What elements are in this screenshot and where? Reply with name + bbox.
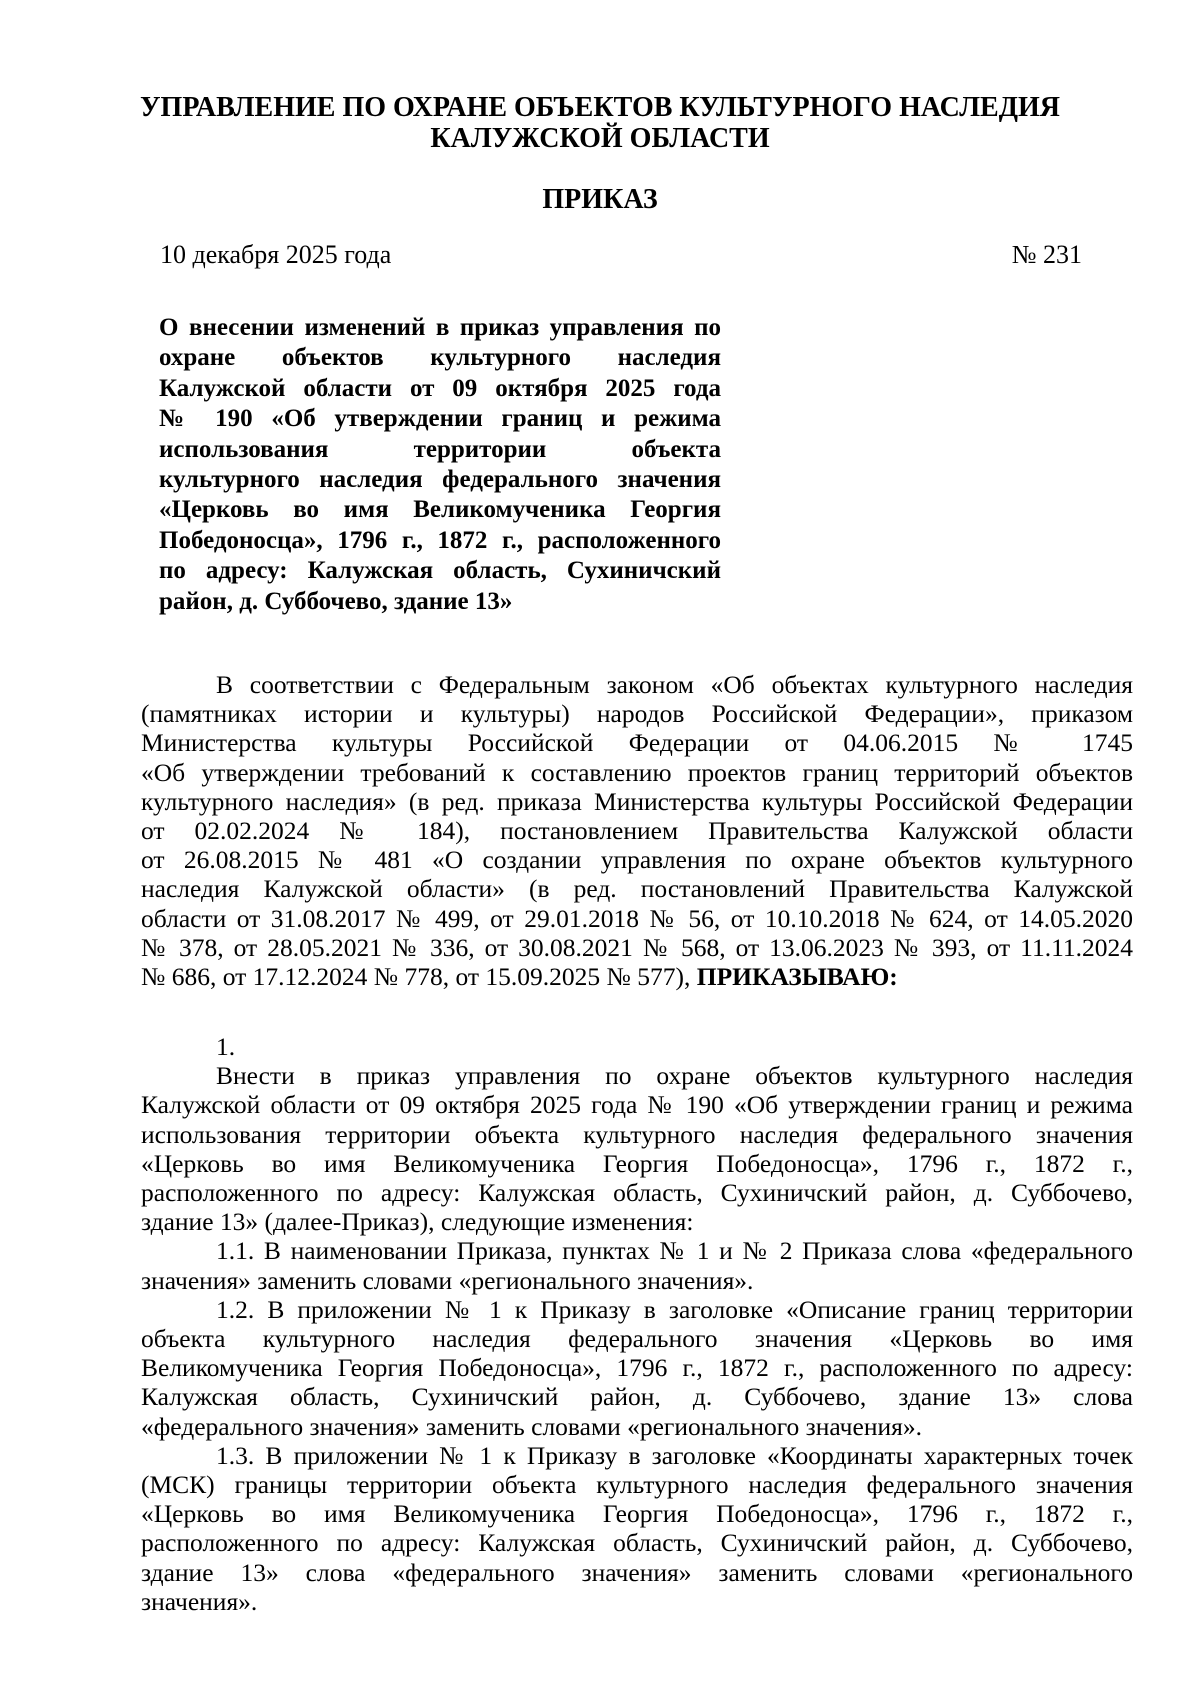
subject-line: использования территории объекта	[159, 435, 721, 463]
subject-line: охране объектов культурного наследия	[159, 344, 721, 372]
order-date: 10 декабря 2025 года	[160, 240, 392, 269]
preamble-line: Министерства культуры Российской Федерации от 04.06.2015 № 1745	[141, 728, 1133, 758]
item-1-1-line: значения» заменить словами «регионального значения».	[141, 1265, 754, 1295]
item-1-2-line: объекта культурного наследия федерального значения «Церковь во имя	[141, 1324, 1133, 1354]
item-1-line: «Церковь во имя Великомученика Георгия Победоносца», 1796 г., 1872 г.,	[141, 1148, 1133, 1178]
order-number: № 231	[1011, 240, 1082, 269]
item-1-line: здание 13» (далее-Приказ), следующие изменения:	[141, 1207, 694, 1237]
item-1-line: Калужской области от 09 октября 2025 года № 190 «Об утверждении границ и режима	[141, 1090, 1133, 1120]
preamble-line: наследия Калужской области» (в ред. постановлений Правительства Калужской	[141, 874, 1133, 904]
item-1-2-line: «федерального значения» заменить словами «регионального значения».	[141, 1411, 922, 1441]
item-number: 1.	[216, 1032, 236, 1061]
subject-line: Победоносца», 1796 г., 1872 г., расположенного	[159, 526, 721, 554]
preamble-line: «Об утверждении требований к составлению проектов границ территорий объектов	[141, 757, 1133, 787]
subject-line: О внесении изменений в приказ управления по	[159, 314, 721, 341]
preamble-last-line	[141, 962, 1133, 991]
preamble-line: от 26.08.2015 № 481 «О создании управления по охране объектов культурного	[141, 845, 1133, 875]
item-1-1-line: 1.1. В наименовании Приказа, пунктах № 1 и № 2 Приказа слова «федерального	[216, 1236, 1133, 1266]
item-1-2-line: Калужская область, Сухиничский район, д. Суббочево, здание 13» слова	[141, 1382, 1133, 1412]
preamble-paragraph	[141, 670, 1133, 991]
item-1-line: расположенного по адресу: Калужская область, Сухиничский район, д. Суббочево,	[141, 1178, 1133, 1208]
subject-line: по адресу: Калужская область, Сухиничский	[159, 557, 721, 585]
item-1-3-line: расположенного по адресу: Калужская область, Сухиничский район, д. Суббочево,	[141, 1528, 1133, 1558]
subject-line: Калужской области от 09 октября 2025 года	[159, 374, 721, 402]
order-items	[141, 1032, 1133, 1616]
item-1-3-line: 1.3. В приложении № 1 к Приказу в заголовке «Координаты характерных точек	[216, 1440, 1133, 1470]
organization-name-line2: КАЛУЖСКОЙ ОБЛАСТИ	[430, 123, 770, 154]
item-1-2-line: Великомученика Георгия Победоносца», 1796 г., 1872 г., расположенного по адресу:	[141, 1353, 1133, 1383]
subject-line: культурного наследия федерального значения	[159, 466, 721, 494]
preamble-line: области от 31.08.2017 № 499, от 29.01.2018 № 56, от 10.10.2018 № 624, от 14.05.2020	[141, 903, 1133, 933]
item-1-2-line: 1.2. В приложении № 1 к Приказу в заголовке «Описание границ территории	[216, 1294, 1133, 1324]
preamble-line: В соответствии с Федеральным законом «Об объектах культурного наследия	[216, 670, 1133, 699]
preamble-line: № 686, от 17.12.2024 № 778, от 15.09.2025 № 577),	[141, 962, 691, 992]
item-1-first-line	[141, 1032, 1133, 1090]
document-type-title: ПРИКАЗ	[542, 184, 658, 215]
organization-name-line1: УПРАВЛЕНИЕ ПО ОХРАНЕ ОБЪЕКТОВ КУЛЬТУРНОГО НАСЛЕДИЯ	[140, 92, 1060, 123]
preamble-line: № 378, от 28.05.2021 № 336, от 30.08.2021 № 568, от 13.06.2023 № 393, от 11.11.2024	[141, 932, 1133, 962]
preamble-line: от 02.02.2024 № 184), постановлением Правительства Калужской области	[141, 816, 1133, 846]
preamble-line: культурного наследия» (в ред. приказа Министерства культуры Российской Федерации	[141, 786, 1133, 816]
item-1-3-line: (МСК) границы территории объекта культурного наследия федерального значения	[141, 1470, 1133, 1500]
order-subject	[159, 313, 721, 617]
item-1-3-line: здание 13» слова «федерального значения» заменить словами «регионального	[141, 1557, 1133, 1587]
item-text: Внести в приказ управления по охране объектов культурного наследия	[216, 1061, 1133, 1091]
subject-line: № 190 «Об утверждении границ и режима	[159, 405, 721, 433]
order-command: ПРИКАЗЫВАЮ:	[696, 962, 898, 992]
subject-line: «Церковь во имя Великомученика Георгия	[159, 496, 721, 524]
preamble-line: (памятниках истории и культуры) народов Российской Федерации», приказом	[141, 699, 1133, 729]
subject-line: район, д. Суббочево, здание 13»	[159, 587, 513, 615]
item-1-3-line: «Церковь во имя Великомученика Георгия Победоносца», 1796 г., 1872 г.,	[141, 1499, 1133, 1529]
item-1-line: использования территории объекта культурного наследия федерального значения	[141, 1119, 1133, 1149]
item-1-3-line: значения».	[141, 1586, 258, 1616]
